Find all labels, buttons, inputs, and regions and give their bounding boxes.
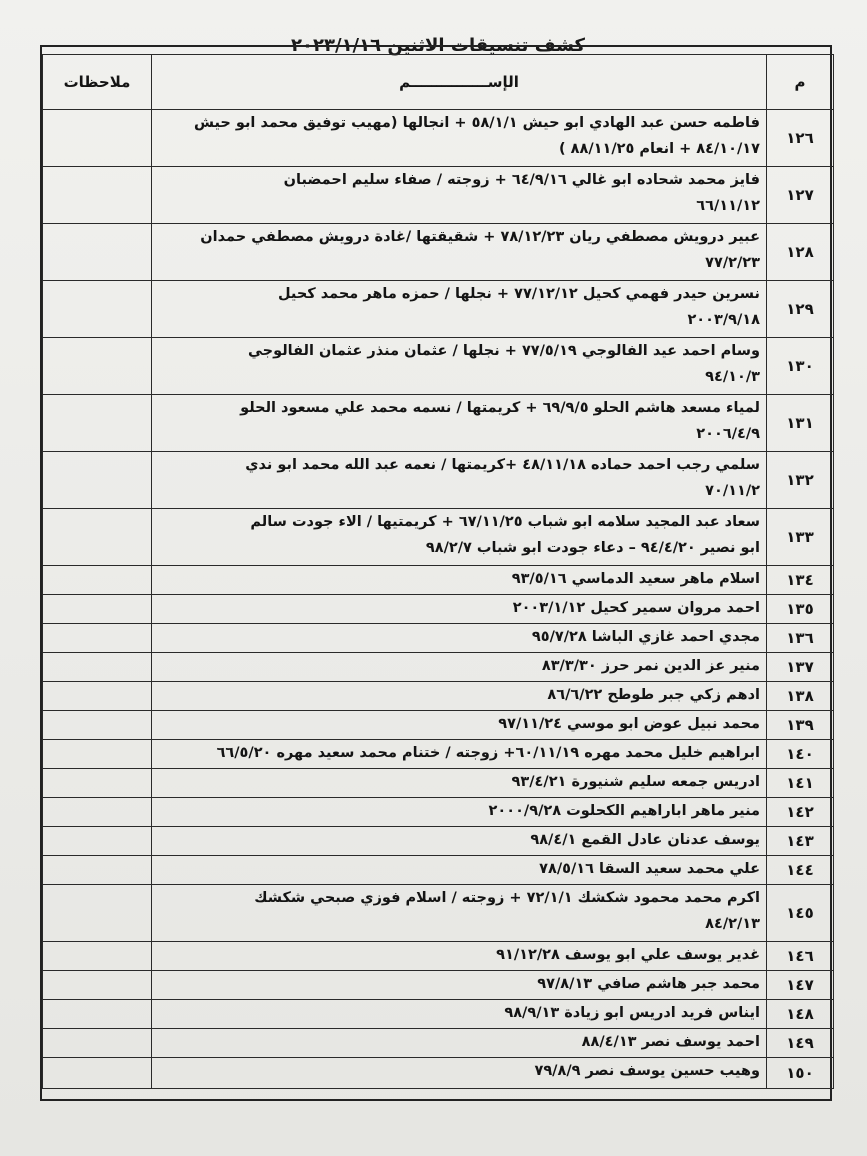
row-name: سعاد عبد المجيد سلامه ابو شباب ٦٧/١١/٢٥ + كريمتيها / الاء جودت سالم ابو نصير ٩٤/٤/٢٠ – دعاء جودت ابو شباب ٩٨/٢/٧ [152,509,767,566]
row-number: ١٤٤ [767,856,834,885]
row-notes [43,595,152,624]
row-number: ١٤٦ [767,942,834,971]
row-notes [43,224,152,281]
row-number: ١٤١ [767,769,834,798]
row-number: ١٣٦ [767,624,834,653]
table-row [43,395,834,452]
row-number: ١٣١ [767,395,834,452]
row-notes [43,653,152,682]
table-row [43,942,834,971]
row-name: ادهم زكي جبر طوطح ٨٦/٦/٢٢ [152,682,767,711]
row-name: ابراهيم خليل محمد مهره ٦٠/١١/١٩+ زوجته / ختنام محمد سعيد مهره ٦٦/٥/٢٠ [152,740,767,769]
row-notes [43,395,152,452]
row-number: ١٢٩ [767,281,834,338]
header-number: م [767,55,834,110]
row-notes [43,740,152,769]
row-name: منير عز الدين نمر حرز ٨٣/٣/٣٠ [152,653,767,682]
row-notes [43,885,152,942]
table-row [43,827,834,856]
row-name: ايناس فريد ادريس ابو زيادة ٩٨/٩/١٣ [152,1000,767,1029]
row-name: وهيب حسين يوسف نصر ٧٩/٨/٩ [152,1058,767,1089]
row-name: ادريس جمعه سليم شنيورة ٩٣/٤/٢١ [152,769,767,798]
header-notes: ملاحظات [43,55,152,110]
row-number: ١٤٢ [767,798,834,827]
row-number: ١٤٨ [767,1000,834,1029]
table-row [43,167,834,224]
row-name: منير ماهر اباراهيم الكحلوت ٢٠٠٠/٩/٢٨ [152,798,767,827]
table-row [43,971,834,1000]
table-row [43,509,834,566]
table-row [43,740,834,769]
row-name: نسرين حيدر فهمي كحيل ٧٧/١٢/١٢ + نجلها / حمزه ماهر محمد كحيل ٢٠٠٣/٩/١٨ [152,281,767,338]
table-header-row [43,55,834,110]
row-number: ١٣٢ [767,452,834,509]
table-row [43,566,834,595]
row-notes [43,856,152,885]
row-notes [43,509,152,566]
row-notes [43,167,152,224]
row-notes [43,1058,152,1089]
row-number: ١٣٧ [767,653,834,682]
row-notes [43,110,152,167]
row-name: اسلام ماهر سعيد الدماسي ٩٣/٥/١٦ [152,566,767,595]
row-notes [43,624,152,653]
row-number: ١٣٣ [767,509,834,566]
row-number: ١٥٠ [767,1058,834,1089]
table-row [43,798,834,827]
table-row [43,110,834,167]
row-number: ١٣٩ [767,711,834,740]
row-notes [43,971,152,1000]
row-number: ١٣٤ [767,566,834,595]
row-notes [43,682,152,711]
table-row [43,1029,834,1058]
row-number: ١٤٧ [767,971,834,1000]
table-row [43,1000,834,1029]
table-row [43,224,834,281]
row-notes [43,942,152,971]
row-notes [43,452,152,509]
row-number: ١٢٦ [767,110,834,167]
table-row [43,1058,834,1089]
table-row [43,595,834,624]
row-number: ١٢٧ [767,167,834,224]
row-number: ١٤٥ [767,885,834,942]
coordination-table [42,54,834,1089]
header-name: الإســـــــــــــــم [152,55,767,110]
row-name: فاطمه حسن عبد الهادي ابو حيش ٥٨/١/١ + انجالها (مهيب توفيق محمد ابو حيش ٨٤/١٠/١٧ + انعام ٨٨/١١/٢٥ ) [152,110,767,167]
table-row [43,885,834,942]
table-row [43,452,834,509]
document-title: كشف تنسيقات الاثنين ٢٠٢٣/١/١٦ [291,35,585,56]
row-number: ١٤٣ [767,827,834,856]
row-name: اكرم محمد محمود شكشك ٧٢/١/١ + زوجته / اسلام فوزي صبحي شكشك ٨٤/٢/١٣ [152,885,767,942]
row-name: احمد مروان سمير كحيل ٢٠٠٣/١/١٢ [152,595,767,624]
row-notes [43,566,152,595]
table-row [43,711,834,740]
row-notes [43,769,152,798]
row-name: لمياء مسعد هاشم الحلو ٦٩/٩/٥ + كريمتها / نسمه محمد علي مسعود الحلو ٢٠٠٦/٤/٩ [152,395,767,452]
table-body [43,110,834,1089]
row-number: ١٣٥ [767,595,834,624]
row-notes [43,1000,152,1029]
row-name: فايز محمد شحاده ابو غالي ٦٤/٩/١٦ + زوجته / صفاء سليم احمضبان ٦٦/١١/١٢ [152,167,767,224]
row-number: ١٤٩ [767,1029,834,1058]
table-row [43,682,834,711]
row-name: سلمي رجب احمد حماده ٤٨/١١/١٨ +كريمتها / نعمه عبد الله محمد ابو ندي ٧٠/١١/٢ [152,452,767,509]
row-name: عبير درويش مصطفي ريان ٧٨/١٢/٢٣ + شقيقتها /غادة درويش مصطفي حمدان ٧٧/٢/٢٣ [152,224,767,281]
row-notes [43,338,152,395]
row-number: ١٣٨ [767,682,834,711]
row-notes [43,1029,152,1058]
row-name: احمد يوسف نصر ٨٨/٤/١٣ [152,1029,767,1058]
row-notes [43,827,152,856]
row-name: محمد جبر هاشم صافي ٩٧/٨/١٣ [152,971,767,1000]
row-name: غدير يوسف علي ابو يوسف ٩١/١٢/٢٨ [152,942,767,971]
table-row [43,653,834,682]
row-name: مجدي احمد غازي الباشا ٩٥/٧/٢٨ [152,624,767,653]
table-row [43,856,834,885]
row-name: وسام احمد عيد الفالوجي ٧٧/٥/١٩ + نجلها / عثمان منذر عثمان الفالوجي ٩٤/١٠/٣ [152,338,767,395]
row-name: محمد نبيل عوض ابو موسي ٩٧/١١/٢٤ [152,711,767,740]
table-row [43,338,834,395]
row-number: ١٤٠ [767,740,834,769]
row-name: يوسف عدنان عادل القمع ٩٨/٤/١ [152,827,767,856]
table-row [43,281,834,338]
row-number: ١٣٠ [767,338,834,395]
row-notes [43,281,152,338]
table-row [43,624,834,653]
row-notes [43,798,152,827]
row-number: ١٢٨ [767,224,834,281]
table-row [43,769,834,798]
row-notes [43,711,152,740]
row-name: علي محمد سعيد السقا ٧٨/٥/١٦ [152,856,767,885]
